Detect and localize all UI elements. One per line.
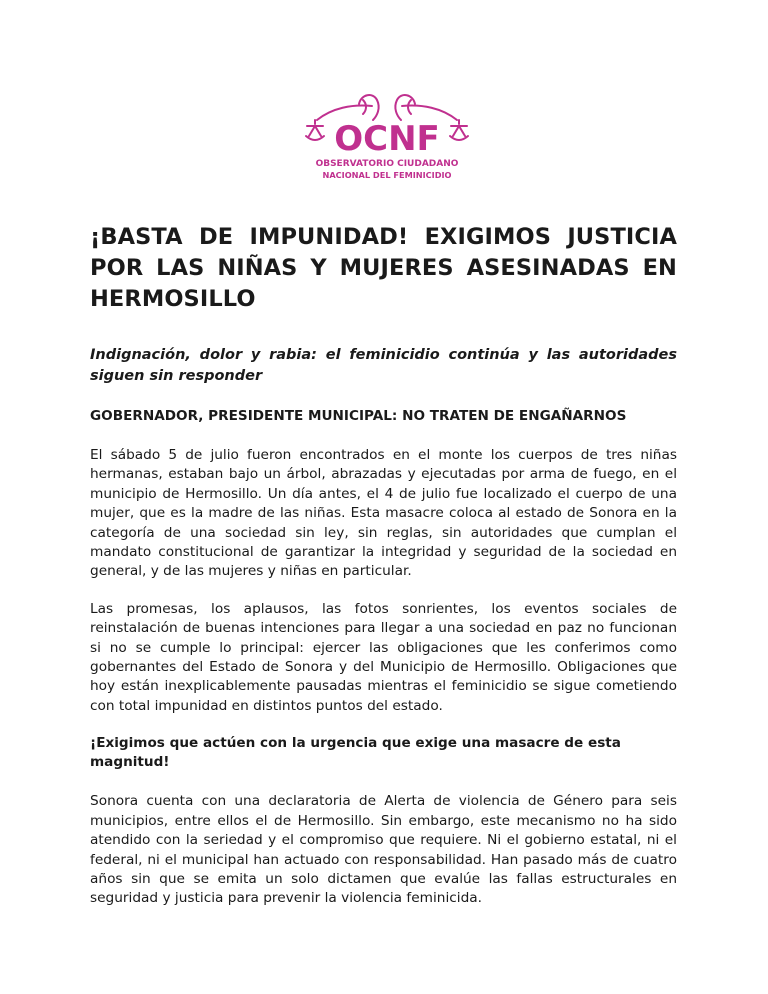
paragraph-2: Las promesas, los aplausos, las fotos sonrientes, los eventos sociales de reinstalación de buenas intenciones para llegar a una sociedad en paz no funcionan si no se cumple lo principal: ejercer las obligaciones que les conferimos como gobernantes del Estado de Sonora y del Municipio de Hermosillo. Obligaciones que hoy están inexplicablemente pausadas mientras el feminicidio se sigue cometiendo con total impunidad en distintos puntos del estado. <box>90 600 677 714</box>
paragraph-1: El sábado 5 de julio fueron encontrados en el monte los cuerpos de tres niñas hermanas, estaban bajo un árbol, abrazadas y ejecutadas por arma de fuego, en el municipio de Hermosillo. Un día antes, el 4 de julio fue localizado el cuerpo de una mujer, que es la madre de las niñas. Esta masacre coloca al estado de Sonora en la categoría de una sociedad sin ley, sin reglas, sin autoridades que cumplan el mandato constitucional de garantizar la integridad y seguridad de la sociedad en general, y de las mujeres y niñas en particular. <box>90 447 677 580</box>
document-body <box>90 222 677 927</box>
logo-line-2: NACIONAL DEL FEMINICIDIO <box>322 170 452 180</box>
paragraph-3: Sonora cuenta con una declaratoria de Alerta de violencia de Género para seis municipios, entre ellos el de Hermosillo. Sin embargo, este mecanismo no ha sido atendido con la seriedad y el compromiso que requiere. Ni el gobierno estatal, ni el federal, ni el municipal han actuado con responsabilidad. Han pasado más de cuatro años sin que se emita un solo dictamen que evalúe las fallas estructurales en seguridad y justicia para prevenir la violencia feminicida. <box>90 793 677 907</box>
section-heading-2: ¡Exigimos que actúen con la urgencia que exige una masacre de esta magnitud! <box>90 735 621 771</box>
logo-line-1: OBSERVATORIO CIUDADANO <box>315 159 459 169</box>
ocnf-logo <box>297 90 477 186</box>
logo-acronym: OCNF <box>334 119 440 159</box>
section-heading-1: GOBERNADOR, PRESIDENTE MUNICIPAL: NO TRATEN DE ENGAÑARNOS <box>90 408 627 424</box>
document-title: ¡BASTA DE IMPUNIDAD! EXIGIMOS JUSTICIA POR LAS NIÑAS Y MUJERES ASESINADAS EN HERMOSILLO <box>90 224 677 312</box>
document-subtitle: Indignación, dolor y rabia: el feminicidio continúa y las autoridades siguen sin responder <box>90 347 677 384</box>
